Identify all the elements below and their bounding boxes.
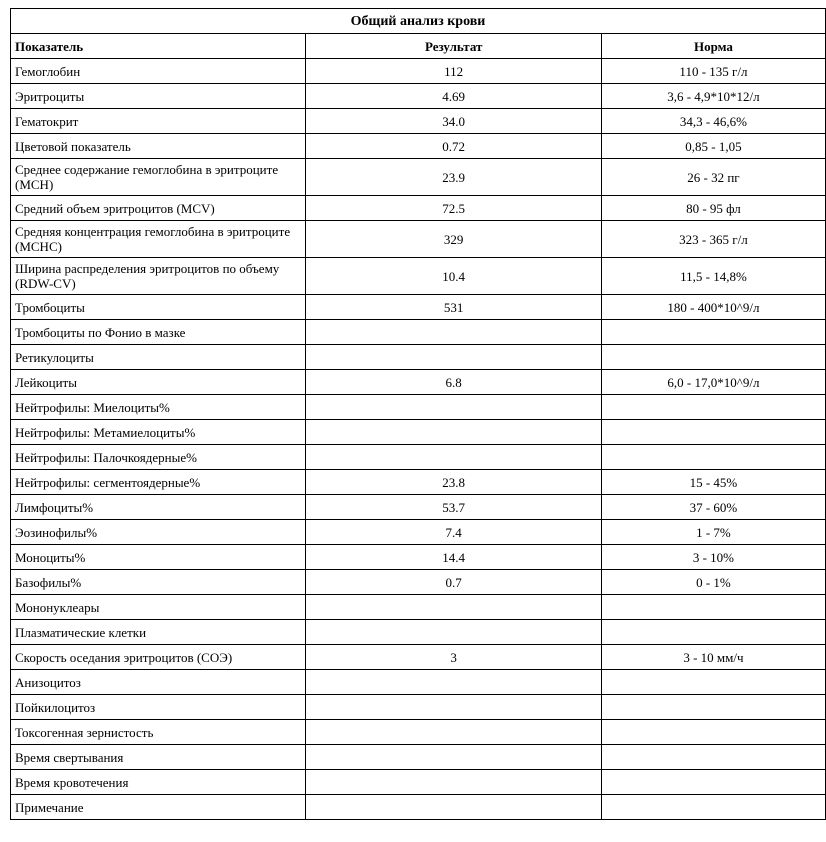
blood-test-document: [10, 8, 826, 820]
norm-range: [601, 770, 825, 795]
table-row: [11, 345, 826, 370]
table-row: [11, 196, 826, 221]
header-indicator: Показатель: [11, 34, 306, 59]
indicator-name: Среднее содержание гемоглобина в эритроците (MCH): [11, 159, 306, 196]
indicator-name: Тромбоциты по Фонио в мазке: [11, 320, 306, 345]
table-row: [11, 670, 826, 695]
norm-range: [601, 420, 825, 445]
result-value: 0.72: [306, 134, 601, 159]
norm-range: [601, 320, 825, 345]
result-value: 3: [306, 645, 601, 670]
blood-test-table: [10, 8, 826, 820]
result-value: [306, 345, 601, 370]
table-row: [11, 520, 826, 545]
table-row: [11, 420, 826, 445]
result-value: 531: [306, 295, 601, 320]
norm-range: 11,5 - 14,8%: [601, 258, 825, 295]
indicator-name: Ширина распределения эритроцитов по объему (RDW-CV): [11, 258, 306, 295]
indicator-name: Моноциты%: [11, 545, 306, 570]
result-value: 34.0: [306, 109, 601, 134]
table-row: [11, 109, 826, 134]
indicator-name: Плазматические клетки: [11, 620, 306, 645]
indicator-name: Мононуклеары: [11, 595, 306, 620]
indicator-name: Лейкоциты: [11, 370, 306, 395]
result-value: [306, 770, 601, 795]
norm-range: [601, 620, 825, 645]
result-value: 53.7: [306, 495, 601, 520]
result-value: 6.8: [306, 370, 601, 395]
norm-range: [601, 595, 825, 620]
table-row: [11, 320, 826, 345]
indicator-name: Пойкилоцитоз: [11, 695, 306, 720]
indicator-name: Скорость оседания эритроцитов (СОЭ): [11, 645, 306, 670]
table-row: [11, 370, 826, 395]
norm-range: [601, 745, 825, 770]
table-row: [11, 620, 826, 645]
indicator-name: Средняя концентрация гемоглобина в эритроците (MCHC): [11, 221, 306, 258]
indicator-name: Нейтрофилы: Метамиелоциты%: [11, 420, 306, 445]
table-row: [11, 695, 826, 720]
table-row: [11, 258, 826, 295]
table-row: [11, 159, 826, 196]
table-row: [11, 395, 826, 420]
result-value: 112: [306, 59, 601, 84]
result-value: 7.4: [306, 520, 601, 545]
result-value: 4.69: [306, 84, 601, 109]
norm-range: 180 - 400*10^9/л: [601, 295, 825, 320]
norm-range: 15 - 45%: [601, 470, 825, 495]
indicator-name: Цветовой показатель: [11, 134, 306, 159]
result-value: [306, 745, 601, 770]
table-row: [11, 59, 826, 84]
table-row: [11, 645, 826, 670]
table-title: Общий анализ крови: [11, 9, 826, 34]
norm-range: 323 - 365 г/л: [601, 221, 825, 258]
indicator-name: Нейтрофилы: Миелоциты%: [11, 395, 306, 420]
result-value: [306, 670, 601, 695]
header-result: Результат: [306, 34, 601, 59]
indicator-name: Базофилы%: [11, 570, 306, 595]
result-value: 72.5: [306, 196, 601, 221]
result-value: 23.8: [306, 470, 601, 495]
result-value: 329: [306, 221, 601, 258]
table-row: [11, 545, 826, 570]
table-row: [11, 595, 826, 620]
norm-range: 3,6 - 4,9*10*12/л: [601, 84, 825, 109]
norm-range: 110 - 135 г/л: [601, 59, 825, 84]
table-row: [11, 221, 826, 258]
norm-range: 37 - 60%: [601, 495, 825, 520]
indicator-name: Время кровотечения: [11, 770, 306, 795]
result-value: [306, 395, 601, 420]
result-value: [306, 720, 601, 745]
result-value: [306, 795, 601, 820]
indicator-name: Анизоцитоз: [11, 670, 306, 695]
result-value: [306, 320, 601, 345]
norm-range: [601, 670, 825, 695]
table-row: [11, 295, 826, 320]
norm-range: [601, 720, 825, 745]
result-value: 23.9: [306, 159, 601, 196]
table-row: [11, 470, 826, 495]
norm-range: 26 - 32 пг: [601, 159, 825, 196]
header-norm: Норма: [601, 34, 825, 59]
result-value: [306, 445, 601, 470]
norm-range: 3 - 10%: [601, 545, 825, 570]
table-row: [11, 134, 826, 159]
table-row: [11, 745, 826, 770]
norm-range: 1 - 7%: [601, 520, 825, 545]
indicator-name: Токсогенная зернистость: [11, 720, 306, 745]
result-value: 10.4: [306, 258, 601, 295]
norm-range: [601, 395, 825, 420]
result-value: 14.4: [306, 545, 601, 570]
indicator-name: Лимфоциты%: [11, 495, 306, 520]
indicator-name: Ретикулоциты: [11, 345, 306, 370]
result-value: 0.7: [306, 570, 601, 595]
norm-range: 0 - 1%: [601, 570, 825, 595]
indicator-name: Тромбоциты: [11, 295, 306, 320]
table-row: [11, 495, 826, 520]
indicator-name: Гематокрит: [11, 109, 306, 134]
norm-range: 34,3 - 46,6%: [601, 109, 825, 134]
result-value: [306, 695, 601, 720]
indicator-name: Гемоглобин: [11, 59, 306, 84]
indicator-name: Примечание: [11, 795, 306, 820]
indicator-name: Нейтрофилы: сегментоядерные%: [11, 470, 306, 495]
norm-range: 3 - 10 мм/ч: [601, 645, 825, 670]
table-row: [11, 720, 826, 745]
result-value: [306, 420, 601, 445]
table-row: [11, 770, 826, 795]
norm-range: [601, 695, 825, 720]
indicator-name: Средний объем эритроцитов (MCV): [11, 196, 306, 221]
indicator-name: Нейтрофилы: Палочкоядерные%: [11, 445, 306, 470]
indicator-name: Эозинофилы%: [11, 520, 306, 545]
result-value: [306, 620, 601, 645]
norm-range: 6,0 - 17,0*10^9/л: [601, 370, 825, 395]
norm-range: [601, 795, 825, 820]
norm-range: 0,85 - 1,05: [601, 134, 825, 159]
indicator-name: Эритроциты: [11, 84, 306, 109]
norm-range: 80 - 95 фл: [601, 196, 825, 221]
result-value: [306, 595, 601, 620]
norm-range: [601, 445, 825, 470]
table-row: [11, 570, 826, 595]
table-row: [11, 84, 826, 109]
table-row: [11, 795, 826, 820]
indicator-name: Время свертывания: [11, 745, 306, 770]
norm-range: [601, 345, 825, 370]
table-row: [11, 445, 826, 470]
